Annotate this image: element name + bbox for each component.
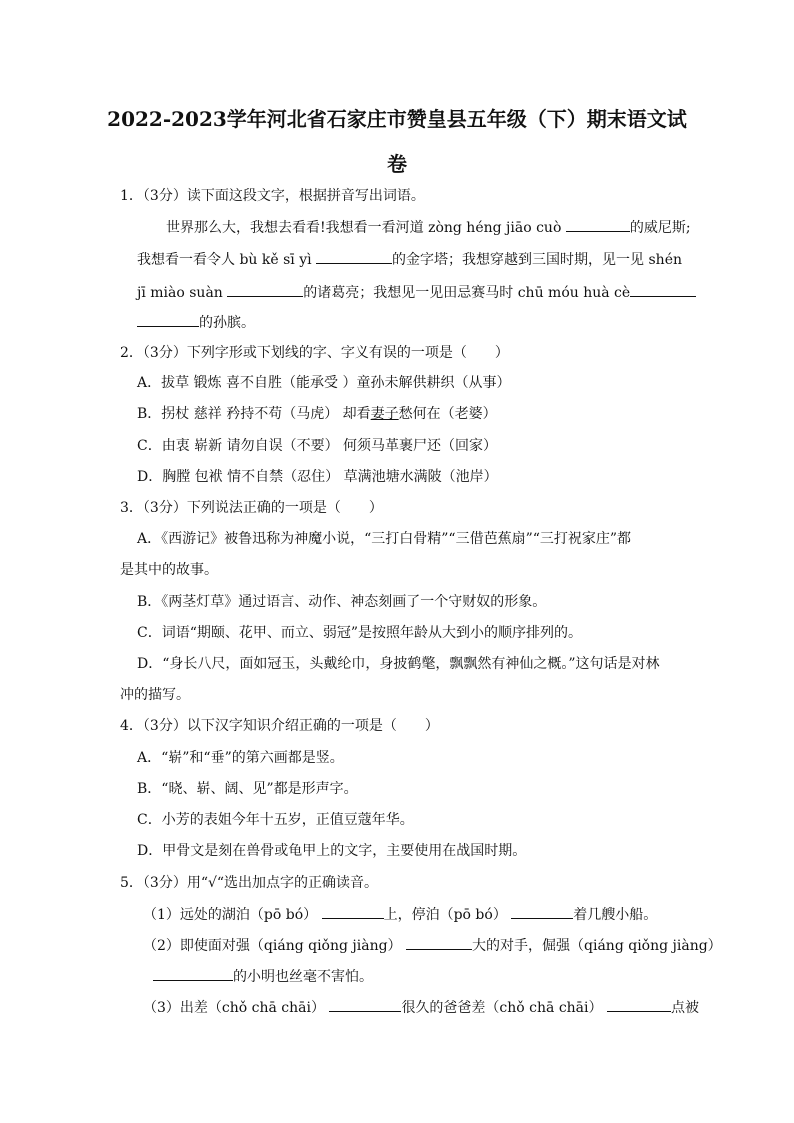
q1-line1-text-a: 世界那么大，我想去看看!我想看一看河道 zòng héng jiāo cuò bbox=[166, 220, 566, 236]
q1-stem: 1．（3分）读下面这段文字，根据拼音写出词语。 bbox=[120, 188, 425, 204]
q1-line1 bbox=[166, 217, 691, 238]
q5-sub2-line2 bbox=[153, 966, 373, 987]
document-title-line1: 2022-2023学年河北省石家庄市赞皇县五年级（下）期末语文试 bbox=[107, 107, 687, 131]
q4-stem: 4．（3分）以下汉字知识介绍正确的一项是（ ） bbox=[120, 718, 439, 734]
q5-sub1-text-c: 着几艘小船。 bbox=[573, 907, 658, 923]
answer-blank[interactable] bbox=[607, 997, 671, 1012]
q1-line2-text-a: 我想看一看令人 bù kě sī yì bbox=[137, 252, 317, 268]
q5-sub2-text-a: （2）即使面对强（qiáng qiǒng jiàng） bbox=[143, 938, 407, 954]
q5-sub3 bbox=[143, 997, 699, 1018]
q5-sub2-text-b: 大的对手，倔强（qiáng qiǒng jiàng） bbox=[472, 938, 722, 954]
q3-option-a-line2: 是其中的故事。 bbox=[120, 562, 218, 578]
q5-sub2-line1 bbox=[143, 935, 722, 956]
q5-sub1-text-b: 上，停泊（pō bó） bbox=[383, 907, 512, 923]
answer-blank[interactable] bbox=[227, 282, 303, 297]
answer-blank[interactable] bbox=[630, 282, 696, 297]
answer-blank[interactable] bbox=[406, 935, 472, 950]
q2-option-c: C．由衷 崭新 请勿自误（不要） 何须马革裹尸还（回家） bbox=[137, 438, 498, 454]
q4-option-c: C．小芳的表姐今年十五岁，正值豆蔻年华。 bbox=[137, 812, 414, 828]
q2-option-b-text-a: B．拐杖 慈祥 矜持不苟（马虎） 却看 bbox=[137, 406, 371, 422]
q1-line1-text-b: 的威尼斯; bbox=[629, 220, 691, 236]
q1-line3-text-a: jī miào suàn bbox=[137, 285, 228, 301]
answer-blank[interactable] bbox=[137, 312, 199, 327]
document-title-line2: 卷 bbox=[387, 152, 407, 176]
q3-stem: 3．（3分）下列说法正确的一项是（ ） bbox=[120, 500, 383, 516]
q2-option-b-underlined: 妻子 bbox=[370, 406, 399, 422]
q4-option-b: B．“晓、崭、阔、见”都是形声字。 bbox=[137, 781, 358, 797]
q2-option-a: A．拔草 锻炼 喜不自胜（能承受 ）童孙未解供耕织（从事） bbox=[137, 375, 511, 391]
q2-option-b-text-b: 愁何在（老婆） bbox=[398, 406, 497, 422]
q2-stem: 2．（3分）下列字形或下划线的字、字义有误的一项是（ ） bbox=[120, 345, 509, 361]
q5-sub3-text-c: 点被 bbox=[670, 1000, 699, 1016]
q4-option-a: A．“崭”和“垂”的第六画都是竖。 bbox=[137, 750, 344, 766]
q5-sub3-text-b: 很久的爸爸差（chǒ chā chāi） bbox=[401, 1000, 607, 1016]
q1-line3-text-b: 的诸葛亮；我想见一见田忌赛马时 chū móu huà cè bbox=[303, 285, 631, 301]
answer-blank[interactable] bbox=[316, 249, 392, 264]
q3-option-b: B．《两茎灯草》通过语言、动作、神态刻画了一个守财奴的形象。 bbox=[137, 594, 547, 610]
q5-sub1 bbox=[143, 904, 657, 925]
q4-option-d: D．甲骨文是刻在兽骨或龟甲上的文字，主要使用在战国时期。 bbox=[137, 843, 527, 859]
q1-line4-text: 的孙膑。 bbox=[199, 315, 255, 331]
q3-option-d-line1: D．“身长八尺，面如冠玉，头戴纶巾，身披鹤氅，飘飘然有神仙之概。”这句话是对林 bbox=[137, 656, 660, 672]
q1-line3 bbox=[137, 282, 696, 303]
q5-stem: 5．（3分）用“√“选出加点字的正确读音。 bbox=[120, 875, 379, 891]
answer-blank[interactable] bbox=[153, 966, 233, 981]
q5-sub1-text-a: （1）远处的湖泊（pō bó） bbox=[143, 907, 322, 923]
answer-blank[interactable] bbox=[322, 904, 384, 919]
q2-option-d: D．胸膛 包袱 情不自禁（忍住） 草满池塘水满陂（池岸） bbox=[137, 469, 498, 485]
q1-line4 bbox=[137, 312, 255, 333]
q3-option-a-line1: A．《西游记》被鲁迅称为神魔小说，“三打白骨精”“三借芭蕉扇”“三打祝家庄”都 bbox=[137, 531, 632, 547]
answer-blank[interactable] bbox=[566, 217, 630, 232]
q2-option-b bbox=[137, 404, 497, 424]
q3-option-c: C．词语“期颐、花甲、而立、弱冠”是按照年龄从大到小的顺序排列的。 bbox=[137, 625, 583, 641]
q3-option-d-line2: 冲的描写。 bbox=[120, 687, 190, 703]
answer-blank[interactable] bbox=[329, 997, 401, 1012]
q1-line2 bbox=[137, 249, 682, 270]
q1-line2-text-b: 的金字塔；我想穿越到三国时期，见一见 shén bbox=[392, 252, 682, 268]
q5-sub2-text-c: 的小明也丝毫不害怕。 bbox=[233, 969, 373, 985]
answer-blank[interactable] bbox=[511, 904, 573, 919]
q5-sub3-text-a: （3）出差（chǒ chā chāi） bbox=[143, 1000, 330, 1016]
